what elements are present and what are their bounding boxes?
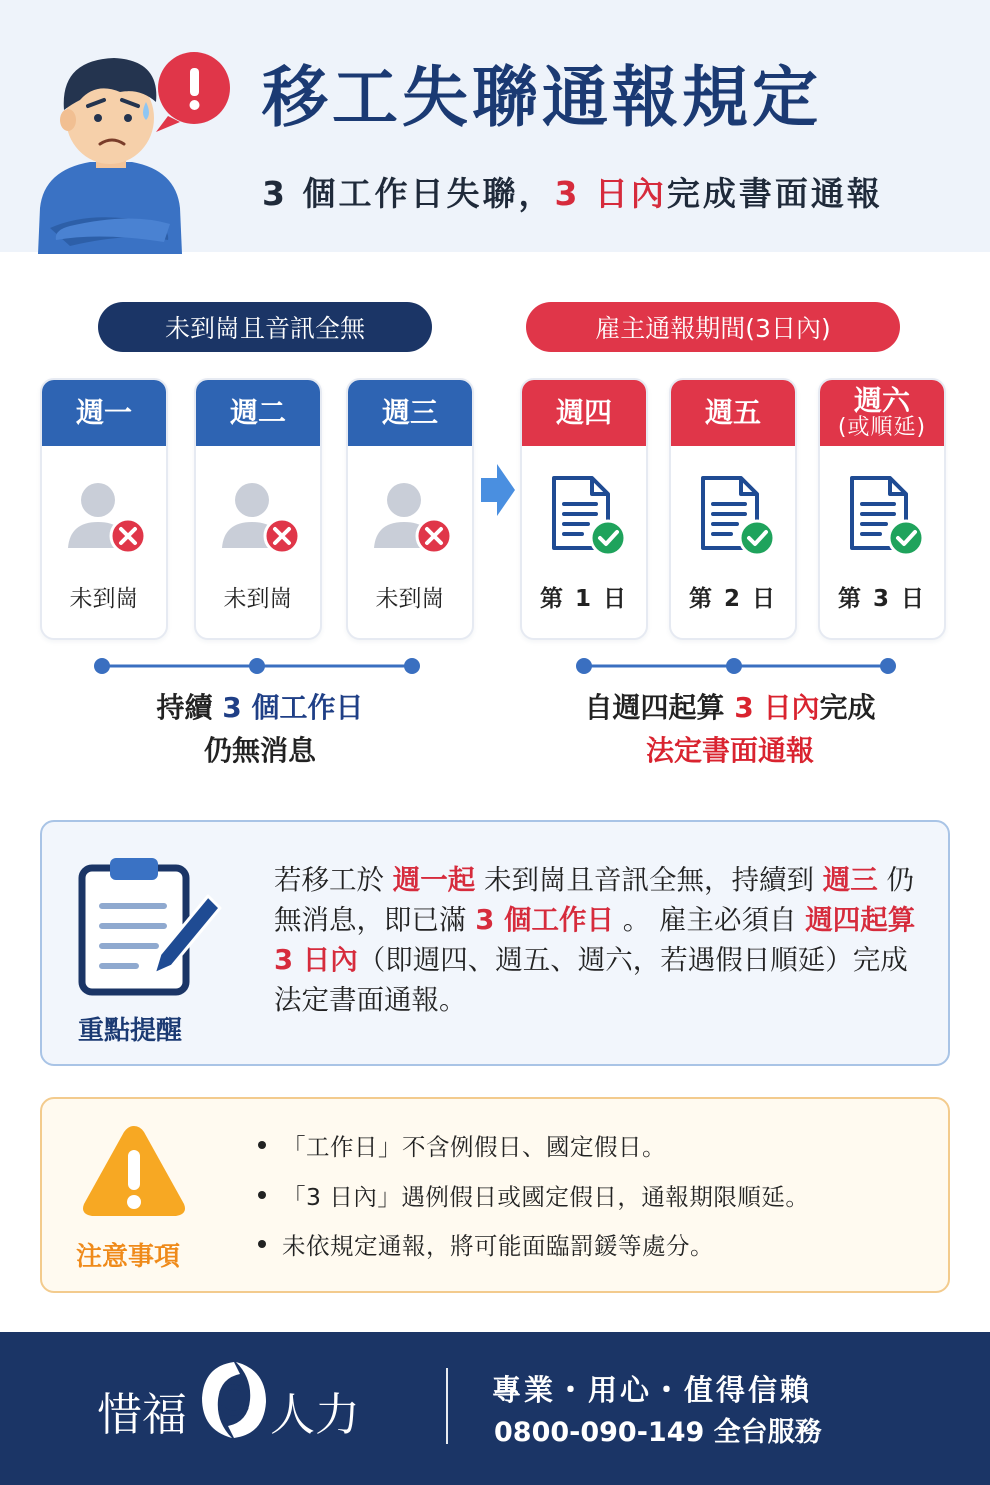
brand-name-left: 惜福 [97,1388,188,1441]
reminder-highlight: 週四起算 3 日內 [274,904,916,976]
reminder-text: 仍無消息，即已滿 [274,864,914,936]
day-card-header [522,380,646,446]
notice-item-text: 「3 日內」遇例假日或國定假日，通報期限順延。 [282,1183,810,1211]
page-title: 移工失聯通報規定 [262,59,822,136]
day-status: 未到崗 [375,586,445,612]
report-period-pill: 雇主通報期間(3日內) [526,302,900,352]
notice-label: 注意事項 [76,1242,181,1272]
bullet-dot-icon [258,1191,266,1199]
warning-icon [78,1120,190,1220]
key-reminder-label: 重點提醒 [78,1016,183,1046]
day-name: 週二 [229,396,286,430]
worried-man-illustration [30,40,240,254]
caption-text: 自週四起算 [584,691,725,724]
reminder-highlight: 週一起 [392,864,476,896]
day-name: 週四 [555,396,612,430]
clipboard-pen-icon [76,856,226,1004]
caption-highlight: 3 個工作日 [222,691,364,724]
reminder-text: （即週四、週五、週六，若遇假日順延）完成法定書面通報。 [274,944,908,1016]
absent-person-icon [372,472,452,558]
subtitle-text: 3 個工作日失聯， [262,174,555,213]
notice-item [258,1227,714,1261]
notice-item-text: 「工作日」不含例假日、國定假日。 [282,1133,666,1161]
day-card-saturday [818,378,946,640]
day-status: 未到崗 [223,586,293,612]
day-name: 週一 [75,396,132,430]
day-card-tuesday [194,378,322,640]
day-card-monday [40,378,168,640]
document-check-icon [695,472,775,558]
day-name-note: (或順延) [837,415,927,441]
absence-period-pill: 未到崗且音訊全無 [98,302,432,352]
day-card-header [348,380,472,446]
notice-item-text: 未依規定通報，將可能面臨罰鍰等處分。 [282,1232,714,1260]
day-card-header [196,380,320,446]
bullet-dot-icon [258,1141,266,1149]
day-name: 週三 [381,396,438,430]
subtitle-text-end: 完成書面通報 [666,174,883,213]
day-status: 第 3 日 [837,586,927,612]
report-caption-line2: 法定書面通報 [645,734,814,768]
report-caption-line1 [560,686,900,729]
document-check-icon [844,472,924,558]
day-card-wednesday [346,378,474,640]
footer-divider [446,1368,448,1444]
page-subtitle [262,168,883,215]
footer-slogan: 專業・用心・值得信賴 [492,1373,813,1407]
day-name: 週五 [704,396,761,430]
reminder-highlight: 3 個工作日 [475,904,614,936]
reminder-text: 若移工於 [274,864,393,896]
arrow-right-icon [481,464,515,516]
report-caption [560,686,900,773]
subtitle-highlight: 3 日內 [554,174,667,213]
reminder-text: 未到崗且音訊全無，持續到 [475,864,823,896]
bullet-dot-icon [258,1240,266,1248]
day-status: 第 2 日 [688,586,778,612]
absence-caption-line1 [110,686,410,729]
reminder-text: 。 雇主必須自 [613,904,806,936]
brand-name-right: 人力 [270,1388,361,1441]
document-check-icon [546,472,626,558]
notice-item [258,1178,809,1212]
day-card-header [671,380,795,446]
key-reminder-text [274,860,934,1020]
day-status: 第 1 日 [539,586,629,612]
absence-timeline [92,656,422,676]
day-card-header [820,380,944,446]
day-card-thursday [520,378,648,640]
caption-text-end: 完成 [819,691,876,724]
caption-text: 持續 [156,691,213,724]
hands-logo-icon [196,1352,272,1448]
day-card-header [42,380,166,446]
report-timeline [574,656,904,676]
absent-person-icon [220,472,300,558]
day-status: 未到崗 [69,586,139,612]
day-card-friday [669,378,797,640]
absence-caption-line2: 仍無消息 [203,734,316,768]
absence-caption [110,686,410,773]
caption-highlight: 3 日內 [734,691,820,724]
notice-item [258,1128,666,1162]
day-name: 週六 [853,384,910,417]
reminder-highlight: 週三 [822,864,878,896]
footer-phone: 0800-090-149 全台服務 [494,1417,822,1448]
absent-person-icon [66,472,146,558]
